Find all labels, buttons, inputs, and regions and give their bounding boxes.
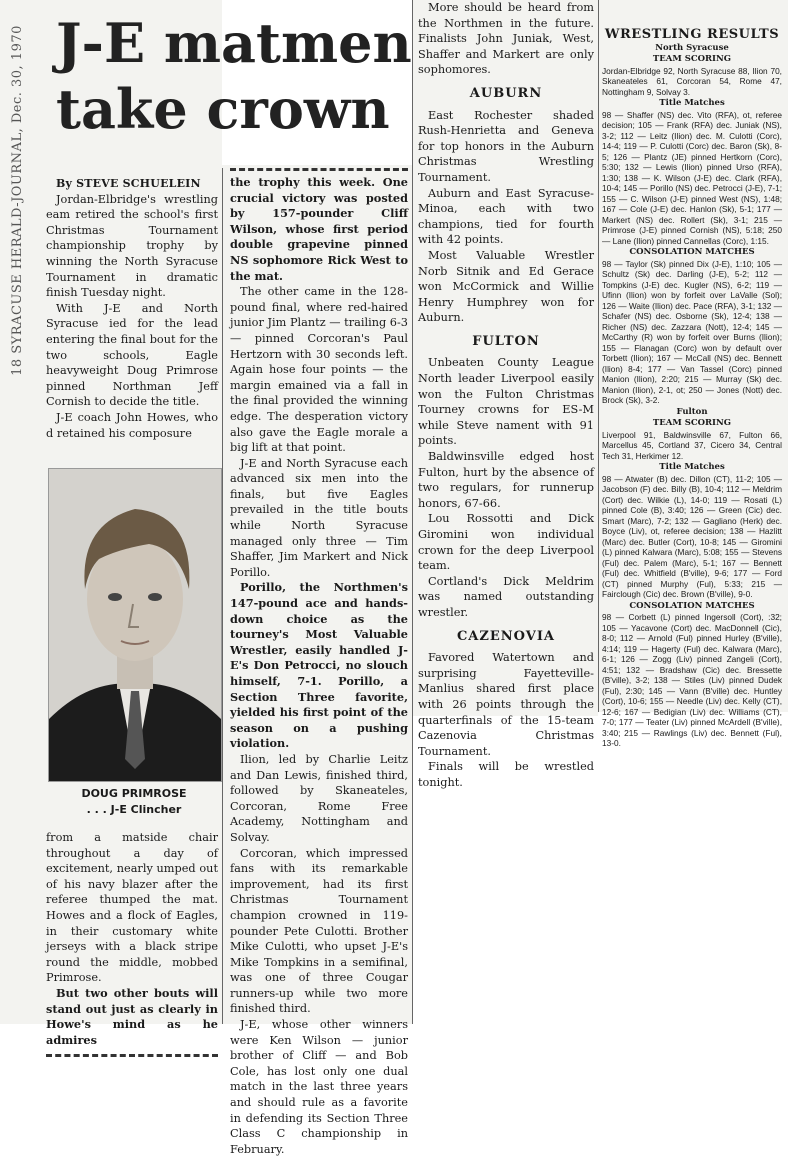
- article-column-1: [46, 176, 218, 441]
- results-subhead: CONSOLATION MATCHES: [629, 247, 755, 257]
- paragraph: J-E, whose other winners were Ken Wilson — junior brother of Cliff — and Bob Cole, has lost only one dual match in the last three years and should rule as a favorite in defending its Section Three Class C championship in February.: [230, 1018, 408, 1156]
- photo-caption: [48, 786, 220, 818]
- paragraph: from a matside chair throughout a day of excitement, nearly umped out of his navy blazer after the referee thumped the mat. Howes and a flock of Eagles, in their customary white jerseys with a black stripe round the middle, mobbed Primrose.: [46, 831, 218, 985]
- team-scoring: Liverpool 91, Baldwinsville 67, Fulton 66, Marcellus 45, Cortland 37, Cicero 34, Central Tech 31, Herkimer 12.: [602, 429, 782, 461]
- results-subhead: Title Matches: [659, 462, 725, 472]
- section-heading-auburn: AUBURN: [469, 85, 543, 101]
- paragraph: More should be heard from the Northmen in the future. Finalists John Juniak, West, Shaffer and Markert are only sophomores.: [418, 1, 594, 77]
- paragraph: Most Valuable Wrestler Norb Sitnik and Ed Gerace won McCormick and Willie Henry Humphrey won for Auburn.: [418, 248, 594, 325]
- section-heading-fulton: FULTON: [472, 333, 540, 349]
- article-column-3: [418, 0, 594, 791]
- article-column-2: [230, 168, 408, 1157]
- paragraph: With J-E and North Syracuse ied for the lead entering the final bout for the two schools, Eagle heavyweight Doug Primrose pinned Northman Jeff Cornish to decide the title.: [46, 301, 218, 409]
- column-start-dashes: [230, 168, 408, 171]
- title-matches: 98 — Shaffer (NS) dec. Vito (RFA), ot, referee decision; 105 — Frank (RFA) dec. Juniak (NS), 3-2; 112 — Leitz (Ilion) dec. M. Culotti (Corc), 14-4; 119 — P. Culotti (Corc) dec. Baron (Sk), 8-5; 126 — Plantz (JE) pinned Hertkorn (Corc), 5:30; 132 — Lewis (Ilion) pinned Urso (RFA), 1:30; 138 — K. Wilson (J-E) dec. Clark (RFA), 10-4; 145 — Porillo (NS) dec. Petrocci (J-E), 7-1; 155 — C. Wilson (J-E) pinned West (NS), 1:48; 167 — Cole (J-E) dec. Hanlon (Sk), 5-1; 177 — Markert (NS) dec. Rollert (Sk), 3-1; 215 — Primrose (J-E) pinned Cornish (NS), 5:18; 250 — Lane (Ilion) pinned Cannellas (Corc), 1:15.: [602, 109, 782, 246]
- paragraph: Jordan-Elbridge's wrestling eam retired the school's first Christmas Tournament championship trophy by winning the North Syracuse Tournament in dramatic finish Tuesday night.: [46, 192, 218, 300]
- wrestling-results: [602, 22, 782, 749]
- paragraph: But two other bouts will stand out just as clearly in Howe's mind as he admires: [46, 985, 218, 1047]
- results-subhead: TEAM SCORING: [652, 54, 732, 64]
- publication-date-line: 18 SYRACUSE HERALD-JOURNAL, Dec. 30, 1970: [9, 24, 25, 376]
- consolation-matches: 98 — Corbett (L) pinned Ingersoll (Cort), :32; 105 — Yacavone (Cort) dec. MacDonnell (Cic), 8-0; 112 — Arnold (Ful) pinned Hurley (B'ville), 4:14; 119 — Hagerty (Ful) dec. Kalwara (Marc), 6-1; 126 — Zogg (Liv) pinned Zangeli (Cort), 4:51; 132 — Bradshaw (Cic) dec. Bressette (B'ville), 3-2; 138 — Stiles (Liv) pinned Dudek (Ful), 2:30; 145 — Vann (B'ville) dec. Huntley (Cort), 10-6; 155 — Needle (Liv) dec. Kelly (CT), 12-6; 167 — Bedigian (Liv) dec. Williams (CT), 7-0; 177 — Teater (Liv) pinned McArdell (B'ville), 3:40; 215 — Rawlings (Liv) dec. Bennett (Ful), 13-0.: [602, 612, 782, 748]
- results-title: WRESTLING RESULTS: [604, 27, 780, 42]
- results-subhead: Title Matches: [659, 98, 725, 108]
- column-rule: [598, 0, 599, 712]
- paragraph: Finals will be wrestled tonight.: [418, 760, 594, 789]
- paragraph: J-E and North Syracuse each advanced six men into the finals, but five Eagles prevailed in the title bouts while North Syracuse managed only three — Tim Shaffer, Jim Markert and Nick Porillo.: [230, 456, 408, 579]
- consolation-matches: 98 — Taylor (Sk) pinned Dix (J-E), 1:10; 105 — Schultz (Sk) dec. Darling (J-E), 5-2; 112 — Tompkins (J-E) dec. Kugler (NS), 6-2; 119 — Ufinn (Ilion) won by forfeit over LaValle (Sol); 126 — Waite (Ilion) dec. Pace (RFA), 3-1; 132 — Schafer (NS) dec. Osborne (Sk), 12-4; 138 — Richer (NS) dec. Zazzara (Nott), 12-4; 145 — McCarthy (R) won by forfeit over Burns (Ilion); 155 — Flanagan (Corc) won by default over Torbett (Ilion); 167 — McCall (NS) dec. Bennett (Ilion) 8-4; 177 — Van Tassel (Corc) pinned Manion (Ilion), 2:20; 215 — Murray (Sk) dec. Manion (Ilion), 2-1, ot; 250 — Jones (Nott) dec. Brock (Sk), 3-2.: [602, 258, 782, 405]
- paragraph: Auburn and East Syracuse-Minoa, each with two champions, tied for fourth with 42 points.: [418, 186, 594, 247]
- portrait-photo-icon: [49, 469, 221, 781]
- caption-subtitle: . . . J-E Clincher: [86, 803, 182, 816]
- team-scoring: Jordan-Elbridge 92, North Syracuse 88, Ilion 70, Skaneateles 61, Corcoran 54, Rome 47, Nottingham 9, Solvay 3.: [602, 65, 782, 97]
- title-matches: 98 — Atwater (B) dec. Dillon (CT), 11-2; 105 — Jacobson (F) dec. Billy (B), 10-4; 112 — Meldrim (Cort) dec. Wilkie (L), 14-0; 119 — Rosati (L) pinned Cole (B), 3:40; 126 — Green (Cic) dec. Smart (Marc), 7-2; 132 — Gagliano (Herk) dec. Boyce (Liv), ot, referee decision; 138 — Hazlitt (Marc) dec. Butler (Cort), 10-8; 145 — Giromini (L) pinned Kalwara (Marc), 5:08; 155 — Stevens (Ful) dec. Palem (Marc), 5-1; 167 — Bennett (Ful) dec. Whitfield (B'ville), 9-6; 177 — Ford (CT) pinned Murphy (Ful), 5:33; 215 — Fairclough (Cic) dec. Brown (B'ville), 9-0.: [602, 473, 782, 599]
- paragraph: J-E coach John Howes, who d retained his composure: [46, 410, 218, 440]
- paragraph: East Rochester shaded Rush-Henrietta and Geneva for top honors in the Auburn Christmas Wrestling Tournament.: [418, 108, 594, 184]
- paragraph: Lou Rossotti and Dick Giromini won individual crown for the deep Liverpool team.: [418, 512, 594, 573]
- paragraph: Cortland's Dick Meldrim was named outstanding wrestler.: [418, 574, 594, 619]
- column-rule: [412, 0, 413, 1024]
- section-heading-cazenovia: CAZENOVIA: [456, 628, 556, 644]
- paragraph: The other came in the 128-pound final, where red-haired junior Jim Plantz — trailing 6-3 — pinned Corcoran's Paul Hertzorn with 30 seconds left. Again hose four points — the margin emained via a fall in the final provided the winning edge. The desperation victory also gave the Eagle morale a big lift at that point.: [230, 285, 408, 455]
- article-column-1-bottom: [46, 830, 218, 1061]
- paragraph: Ilion, led by Charlie Leitz and Dan Lewis, finished third, followed by Skaneateles, Corcoran, Rome Free Academy, Nottingham and Solvay.: [230, 752, 408, 844]
- column-rule: [222, 168, 223, 1024]
- paragraph: Favored Watertown and surprising Fayetteville-Manlius shared first place with 26 points through the quarterfinals of the 15-team Cazenovia Christmas Tournament.: [418, 651, 594, 758]
- results-subhead: Fulton: [676, 406, 708, 417]
- paragraph: Corcoran, which impressed fans with its remarkable improvement, had its first Christmas Tournament champion crowned in 119-pounder Pete Culotti. Brother Mike Culotti, who upset J-E's Mike Tompkins in a semifinal, was one of three Cougar runners-up while two more finished third.: [230, 846, 408, 1016]
- results-subhead: CONSOLATION MATCHES: [629, 600, 755, 611]
- results-subhead: TEAM SCORING: [652, 418, 732, 428]
- paragraph: Baldwinsville edged host Fulton, hurt by the absence of two regulars, for runnerup honors, 67-66.: [418, 450, 594, 510]
- headline: J-E matmen take crown: [56, 11, 412, 141]
- paragraph: Porillo, the Northmen's 147-pound ace and hands-down choice as the tourney's Most Valuable Wrestler, easily handled J-E's Don Petrocci, no slouch himself, 7-1. Porillo, a Section Three favorite, yielded his first point of the season on a pushing violation.: [230, 580, 408, 751]
- caption-name: DOUG PRIMROSE: [81, 787, 187, 800]
- paragraph: Unbeaten County League North leader Liverpool easily won the Fulton Christmas Tourney crowns for ES-M while Steve nament with 91 points.: [418, 356, 594, 448]
- byline: By STEVE SCHUELEIN: [56, 177, 201, 190]
- page-side-meta: [2, 20, 32, 380]
- portrait-photo: [48, 468, 222, 782]
- column-end-dashes: [46, 1054, 218, 1057]
- results-subhead: North Syracuse: [655, 42, 729, 53]
- paragraph: the trophy this week. One crucial victory was posted by 157-pounder Cliff Wilson, whose first period double grapevine pinned NS sophomore Rick West to the mat.: [230, 175, 408, 283]
